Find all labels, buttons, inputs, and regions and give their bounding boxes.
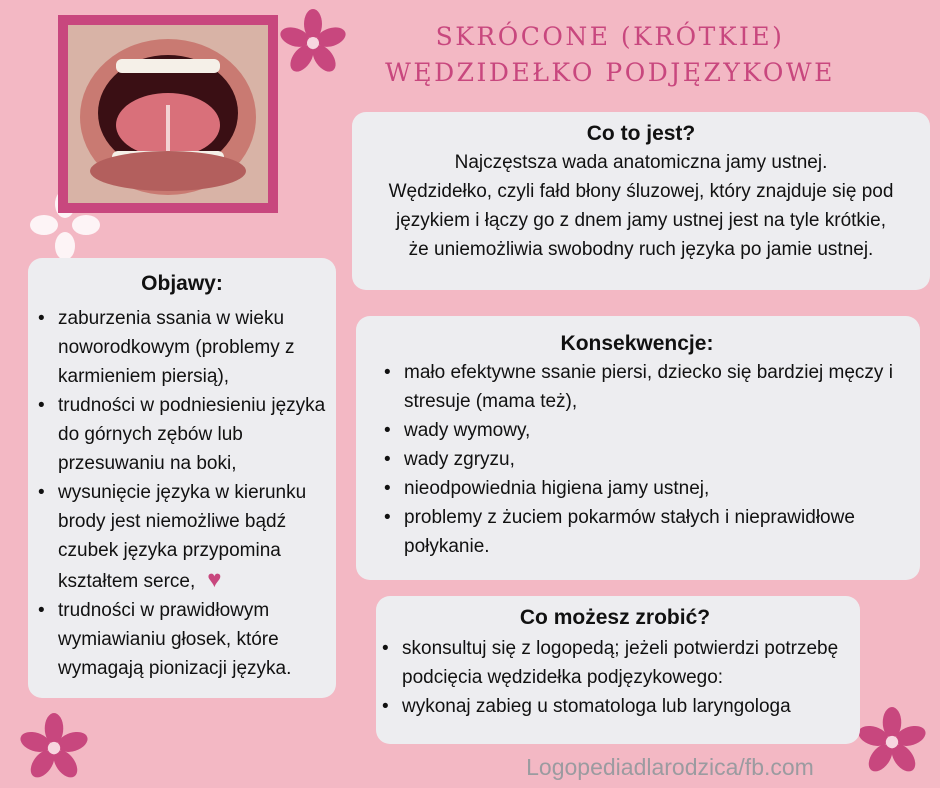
symptoms-list (34, 304, 330, 683)
what-is-it-heading: Co to jest? (586, 122, 696, 145)
flower-icon (18, 712, 90, 784)
page-title-line2: WĘDZIDEŁKO PODJĘZYKOWE (385, 58, 835, 87)
list-item: • mało efektywne ssanie piersi, dziecko się bardziej męczy i stresuje (mama też), (404, 358, 910, 416)
list-item: • trudności w prawidłowym wymiawianiu głosek, które wymagają pionizacji języka. (58, 596, 330, 683)
list-item: • wady zgryzu, (404, 445, 910, 474)
heart-icon: ♥ (207, 566, 222, 593)
what-is-it-line: Najczęstsza wada anatomiczna jamy ustnej. (454, 152, 828, 173)
what-is-it-line: że uniemożliwia swobodny ruch języka po jamie ustnej. (408, 239, 874, 260)
list-item: • problemy z żuciem pokarmów stałych i nieprawidłowe połykanie. (404, 503, 910, 561)
list-item: • wysunięcie języka w kierunku brody jest niemożliwe bądź czubek języka przypomina kształtem serce, ♥ (58, 478, 330, 596)
list-item: • wady wymowy, (404, 416, 910, 445)
what-is-it-line: językiem i łączy go z dnem jamy ustnej jest na tyle krótkie, (396, 210, 886, 231)
what-is-it-line: Wędzidełko, czyli fałd błony śluzowej, który znajduje się pod (388, 181, 894, 202)
consequences-card (356, 316, 920, 580)
list-item: • wykonaj zabieg u stomatologa lub laryngologa (402, 692, 850, 721)
symptoms-heading: Objawy: (141, 272, 223, 295)
list-item: • skonsultuj się z logopedą; jeżeli potwierdzi potrzebę podcięcia wędzidełka podjęzykowego: (402, 634, 850, 692)
mouth-photo-frame (58, 15, 278, 213)
actions-list (380, 634, 850, 721)
consequences-heading: Konsekwencje: (560, 332, 714, 355)
list-item: • trudności w podniesieniu języka do górnych zębów lub przesuwaniu na boki, (58, 391, 330, 478)
page-title-line1: SKRÓCONE (KRÓTKIE) (435, 22, 785, 51)
flower-icon (856, 706, 928, 778)
mouth-photo (68, 25, 268, 203)
list-item: • zaburzenia ssania w wieku noworodkowym (problemy z karmieniem piersią), (58, 304, 330, 391)
footer-credit: Logopediadlarodzica/fb.com (526, 754, 814, 780)
actions-card (376, 596, 860, 744)
symptoms-card (28, 258, 336, 698)
what-is-it-card (352, 112, 930, 290)
actions-heading: Co możesz zrobić? (519, 606, 711, 629)
consequences-list (364, 358, 910, 561)
list-item: • nieodpowiednia higiena jamy ustnej, (404, 474, 910, 503)
